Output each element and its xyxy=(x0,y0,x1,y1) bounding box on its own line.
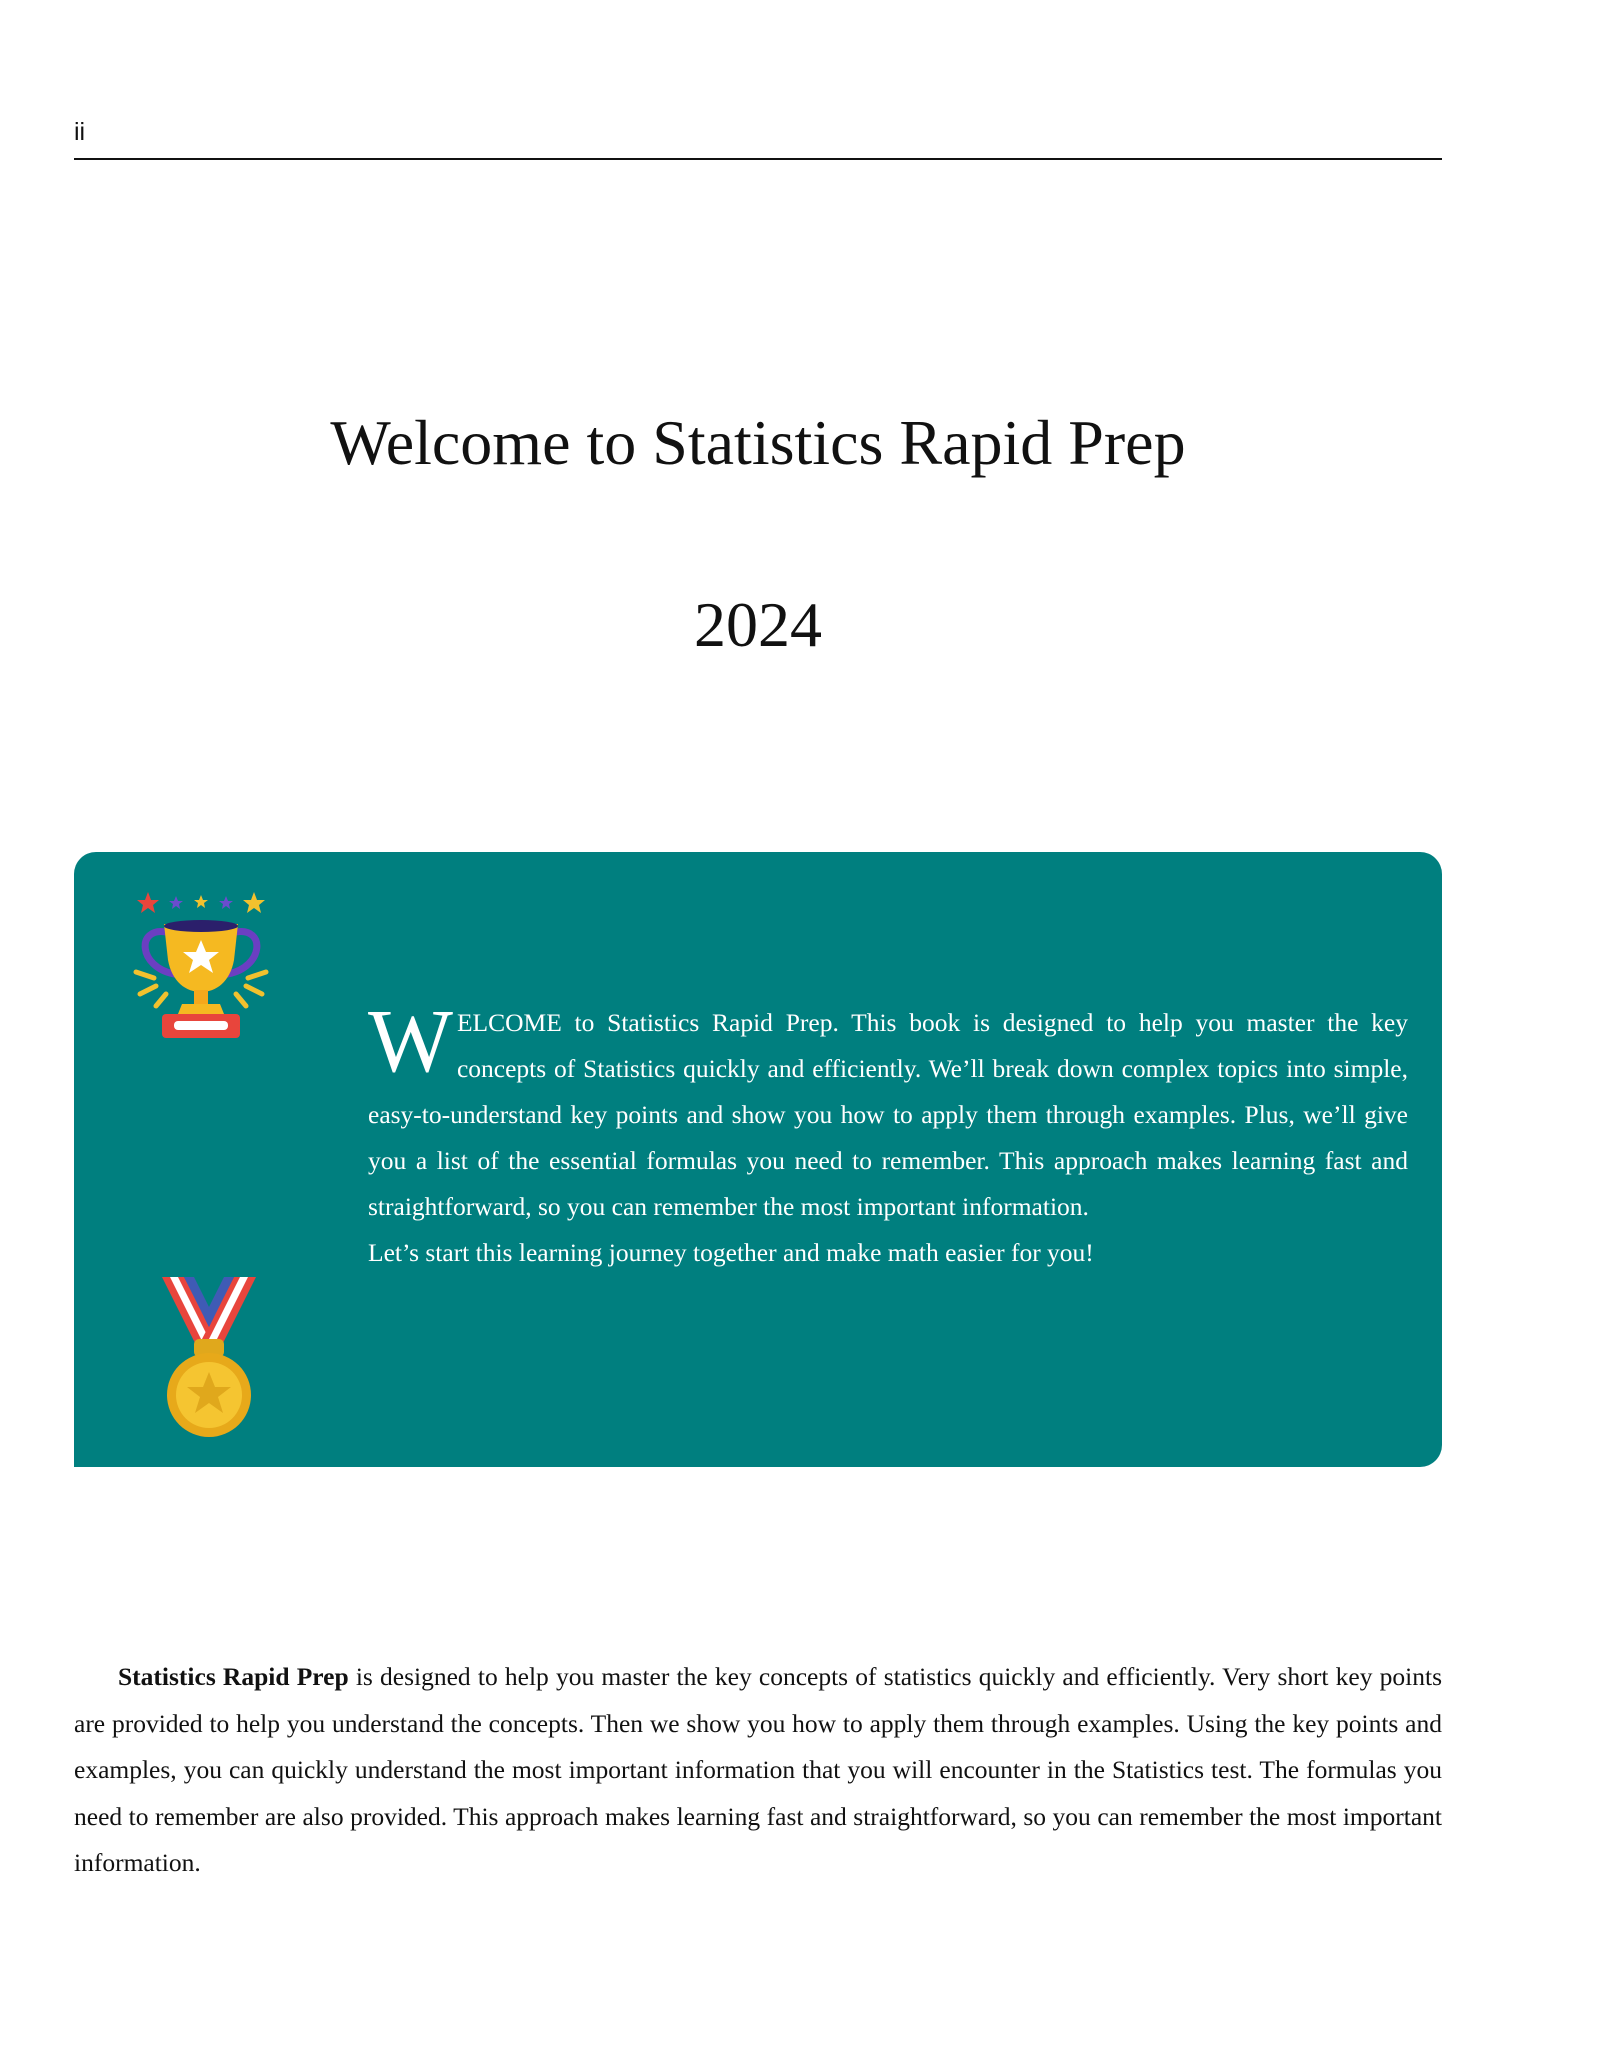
intro-text: is designed to help you master the key concepts of statistics quickly and efficiently. Very short key points are provided to help you understand the concepts. Then we show you how to apply them through examples. Using the key points and examples, you can quickly understand the most important information that you will encounter in the Statistics test. The formulas you need to remember are also provided. This approach makes learning fast and straightforward, so you can remember the most important information. xyxy=(74,1662,1442,1877)
trophy-icon xyxy=(126,882,276,1042)
welcome-paragraph xyxy=(368,992,1408,1230)
dropcap: W xyxy=(368,992,453,1091)
welcome-text xyxy=(368,992,1408,1276)
intro-bold-lead: Statistics Rapid Prep xyxy=(118,1662,349,1691)
page-number: ii xyxy=(74,118,86,146)
intro-paragraph xyxy=(74,1654,1442,1887)
header-rule xyxy=(74,158,1442,160)
welcome-paragraph-text: ELCOME to Statistics Rapid Prep. This book is designed to help you master the key concepts of Statistics quickly and efficiently. We’ll break down complex topics into simple, easy-to-understand key points and show you how to apply them through examples. Plus, we’ll give you a list of the essential formulas you need to remember. This approach makes learning fast and straightforward, so you can remember the most important information. xyxy=(368,1008,1408,1221)
welcome-box xyxy=(74,852,1442,1467)
welcome-closing: Let’s start this learning journey together and make math easier for you! xyxy=(368,1238,1094,1267)
medal-icon xyxy=(154,1277,264,1442)
year: 2024 xyxy=(694,589,822,660)
page-title: Welcome to Statistics Rapid Prep xyxy=(330,407,1186,478)
